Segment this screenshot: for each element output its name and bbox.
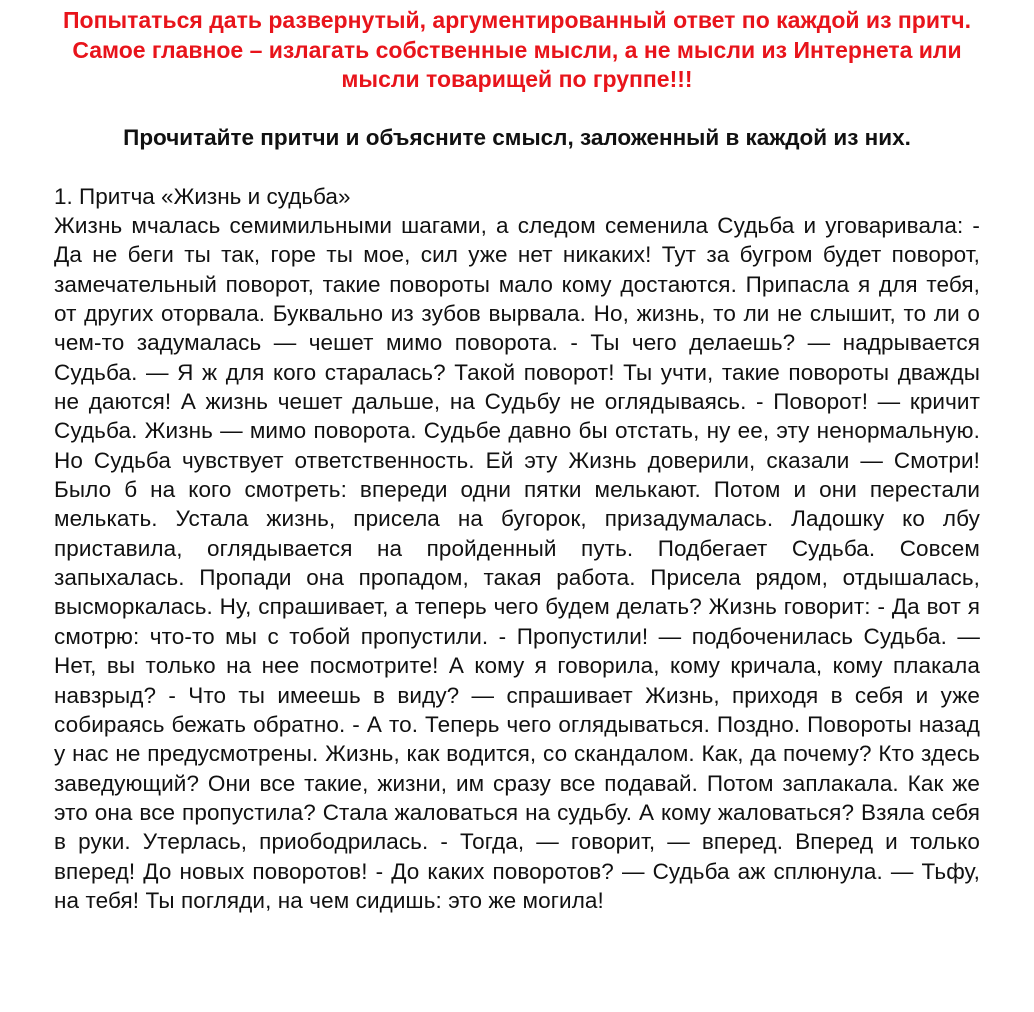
instruction-heading: Прочитайте притчи и объясните смысл, заложенный в каждой из них.: [123, 125, 911, 150]
parable-title: 1. Притча «Жизнь и судьба»: [54, 184, 351, 209]
warning-notice: Попытаться дать развернутый, аргументированный ответ по каждой из притч. Самое главное – излагать собственные мысли, а не мысли из Интернета или мысли товарищей по группе!!!: [63, 7, 971, 92]
parable-text: Жизнь мчалась семимильными шагами, а следом семенила Судьба и уговаривала: - Да не беги ты так, горе ты мое, сил уже нет никаких! Тут за бугром будет поворот, замечательный поворот, такие повороты мало кому достаются. Припасла я для тебя, от других оторвала. Буквально из зубов вырвала. Но, жизнь, то ли не слышит, то ли о чем-то задумалась — чешет мимо поворота. - Ты чего делаешь? — надрывается Судьба. — Я ж для кого старалась? Такой поворот! Ты учти, такие повороты дважды не даются! А жизнь чешет дальше, на Судьбу не оглядываясь. - Поворот! — кричит Судьба. Жизнь — мимо поворота. Судьбе давно бы отстать, ну ее, эту ненормальную. Но Судьба чувствует ответственность. Ей эту Жизнь доверили, сказали — Смотри! Было б на кого смотреть: впереди одни пятки мелькают. Потом и они перестали мелькать. Устала жизнь, присела на бугорок, призадумалась. Ладошку ко лбу приставила, оглядывается на пройденный путь. Подбегает Судьба. Совсем запыхалась. Пропади она пропадом, такая работа. Присела рядом, отдышалась, высморкалась. Ну, спрашивает, а теперь чего будем делать? Жизнь говорит: - Да вот я смотрю: что-то мы с тобой пропустили. - Пропустили! — подбоченилась Судьба. — Нет, вы только на нее посмотрите! А кому я говорила, кому кричала, кому плакала навзрыд? - Что ты имеешь в виду? — спрашивает Жизнь, приходя в себя и уже собираясь бежать обратно. - А то. Теперь чего оглядываться. Поздно. Повороты назад у нас не предусмотрены. Жизнь, как водится, со скандалом. Как, да почему? Кто здесь заведующий? Они все такие, жизни, им сразу все подавай. Потом заплакала. Как же это она все пропустила? Стала жаловаться на судьбу. А кому жаловаться? Взяла себя в руки. Утерлась, приободрилась. - Тогда, — говорит, — вперед. Вперед и только вперед! До новых поворотов! - До каких поворотов? — Судьба аж сплюнула. — Тьфу, на тебя! Ты погляди, на чем сидишь: это же могила!: [54, 213, 980, 913]
